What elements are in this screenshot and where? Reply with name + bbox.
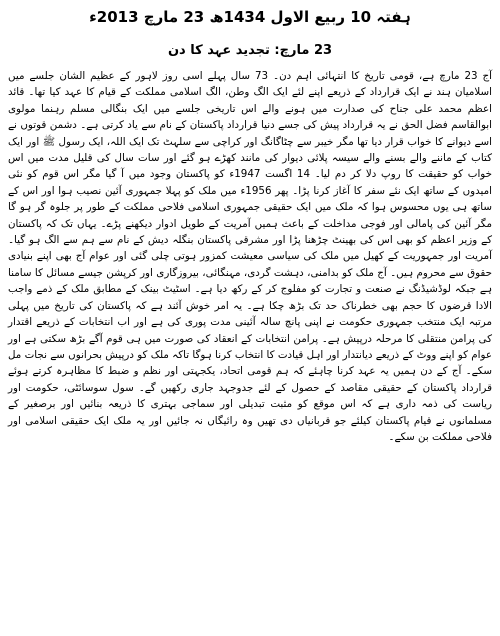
editorial-title: 23 مارچ: تجدید عہد کا دن — [167, 43, 333, 58]
editorial-body: آج 23 مارچ ہے، قومی تاریخ کا انتہائی اہم دن۔ 73 سال پہلے اسی روز لاہور کے عظیم الشان جلسے میں اسلامیان ہند نے ایک قرارداد کے ذریعے اپنے لئے ایک الگ وطن، الگ اسلامی مملکت کے قیام کا عہد کیا تھا۔ قائد اعظم محمد علی جناح کی صدارت میں ہونے والے اس تاریخی جلسے میں ایک بنگالی مسلم رہنما مولوی ابوالقاسم فضل الحق نے یہ قرارداد پیش کی جسے دنیا قرارداد پاکستان کے نام سے یاد کرتی ہے۔ دشمن قوتوں نے اسے دیوانے کا خواب قرار دیا تھا مگر خیبر سے چٹاگانگ اور کراچی سے سلہٹ تک ایک اللہ، ایک رسول ﷺ اور ایک کتاب کے ماننے والے بسنے والے سیسہ پلائی دیوار کی مانند کھڑے ہو گئے اور سات سال کی قلیل مدت میں اس خواب کو حقیقت کا روپ دلا کر دم لیا۔ 14 اگست 1947ء کو پاکستان وجود میں آ گیا مگر اس قوم کو نئی امیدوں کے ساتھ ایک نئے سفر کا آغاز کرنا پڑا۔ پھر 1956ء میں ملک کو پہلا جمہوری آئین نصیب ہوا اور اس کے ساتھ ہی یوں محسوس ہوا کہ ملک میں ایک حقیقی جمہوری اسلامی فلاحی مملکت کے طور پر جلوہ گر ہو گا مگر آئین کی پامالی اور فوجی مداخلت کے باعث ہمیں آمریت کے طویل ادوار دیکھنے پڑے۔ یہاں تک کہ پاکستان کے وزیر اعظم کو بھی اس کی بھینٹ چڑھنا پڑا اور مشرقی پاکستان بنگلہ دیش کے نام سے ہم سے الگ ہو گیا۔ آمریت اور جمہوریت کے کھیل میں ملک کی سیاسی معیشت کمزور ہوتی چلی گئی اور عوام آج بھی اپنے بنیادی حقوق سے محروم ہیں۔ آج ملک کو بدامنی، دہشت گردی، مہنگائی، بیروزگاری اور کرپشن جیسے مسائل کا سامنا ہے جبکہ لوڈشیڈنگ نے صنعت و تجارت کو مفلوج کر کے رکھ دیا ہے۔ اسٹیٹ بینک کے مطابق ملک کے ذمے واجب الادا قرضوں کا حجم بھی خطرناک حد تک بڑھ چکا ہے۔ یہ امر خوش آئند ہے کہ پاکستان کی تاریخ میں پہلی مرتبہ ایک منتخب جمہوری حکومت نے اپنی پانچ سالہ آئینی مدت پوری کی ہے اور اب انتخابات کے ذریعے اقتدار کی پرامن منتقلی کا مرحلہ درپیش ہے۔ پرامن انتخابات کے انعقاد کی صورت میں ہی قوم آگے بڑھ سکتی ہے اور عوام کو اپنے ووٹ کے ذریعے دیانتدار اور اہل قیادت کا انتخاب کرنا ہوگا تاکہ ملک کو درپیش بحرانوں سے نجات مل سکے۔ آج کے دن ہمیں یہ عہد کرنا چاہئے کہ ہم قومی اتحاد، یکجہتی اور نظم و ضبط کا مظاہرہ کرتے ہوئے قرارداد پاکستان کے حقیقی مقاصد کے حصول کے لئے جدوجہد جاری رکھیں گے۔ سول سوسائٹی، حکومت اور ریاست کی ذمہ داری ہے کہ اس موقع کو مثبت تبدیلی اور سماجی بہتری کا ذریعہ بنائیں اور برصغیر کے مسلمانوں نے قیام پاکستان کیلئے جو قربانیاں دی تھیں وہ رائیگاں نہ جائیں اور یہ ملک ایک حقیقی اسلامی اور فلاحی مملکت بن سکے۔ — [8, 70, 493, 443]
date-header: ہفتہ 10 ربیع الاول 1434ھ 23 مارچ 2013ء — [89, 8, 411, 26]
